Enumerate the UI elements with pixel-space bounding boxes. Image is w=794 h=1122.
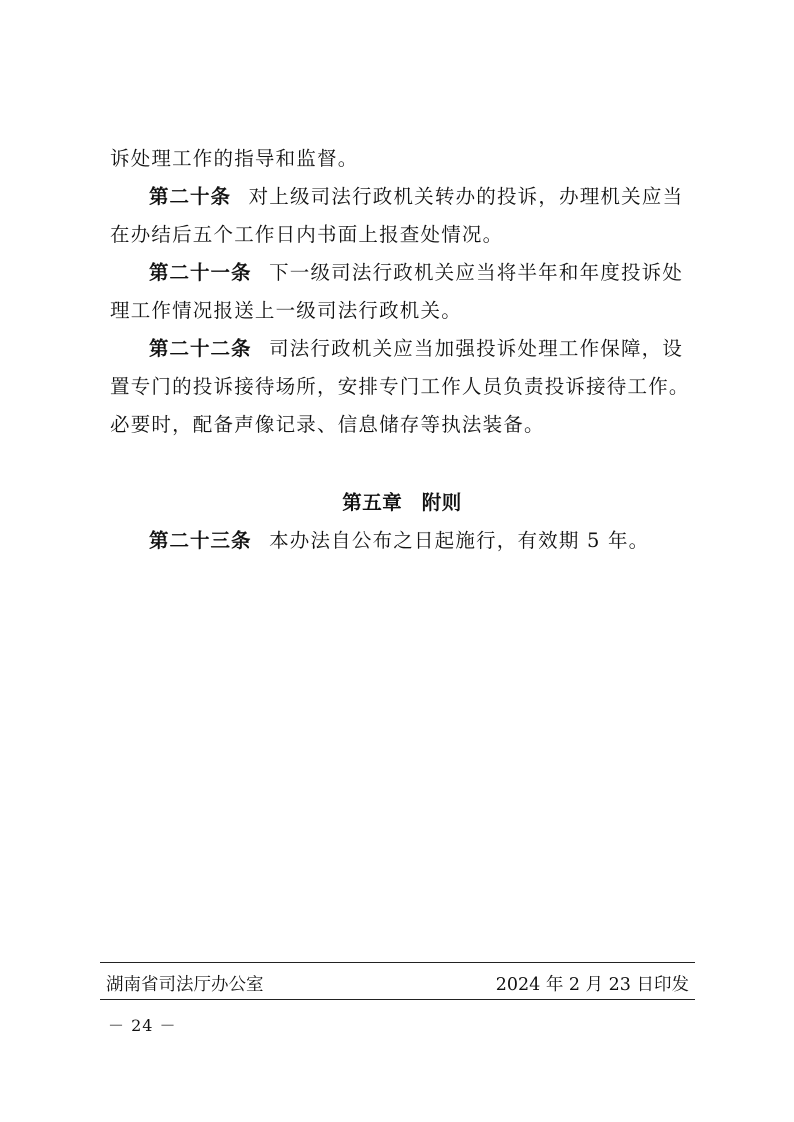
chapter-title: 附则	[421, 491, 462, 514]
issuance-footer	[100, 962, 695, 1000]
article-20	[110, 178, 694, 254]
article-number: 第二十二条	[149, 337, 252, 360]
article-number: 第二十三条	[149, 529, 252, 552]
article-number: 第二十一条	[149, 261, 252, 284]
article-number: 第二十条	[149, 185, 232, 208]
chapter-heading	[110, 484, 694, 522]
article-text: 司法行政机关应当加强投诉处理工作保障，设置专门的投诉接待场所，安排专门工作人员负责投诉接待工作。必要时，配备声像记录、信息储存等执法装备。	[110, 337, 690, 436]
article-21	[110, 254, 694, 330]
article-23	[110, 522, 694, 560]
article-text: 对上级司法行政机关转办的投诉，办理机关应当在办结后五个工作日内书面上报查处情况。	[110, 185, 684, 246]
issuer-name: 湖南省司法厅办公室	[106, 975, 264, 995]
page-number: － 24 －	[108, 1016, 177, 1035]
continuation-paragraph: 诉处理工作的指导和监督。	[110, 147, 359, 170]
article-text: 下一级司法行政机关应当将半年和年度投诉处理工作情况报送上一级司法行政机关。	[110, 261, 684, 322]
document-body	[110, 140, 694, 560]
chapter-number: 第五章	[342, 491, 403, 514]
article-22	[110, 330, 694, 444]
issue-date: 2024 年 2 月 23 日印发	[495, 975, 689, 995]
article-text: 本办法自公布之日起施行，有效期 5 年。	[269, 529, 650, 552]
